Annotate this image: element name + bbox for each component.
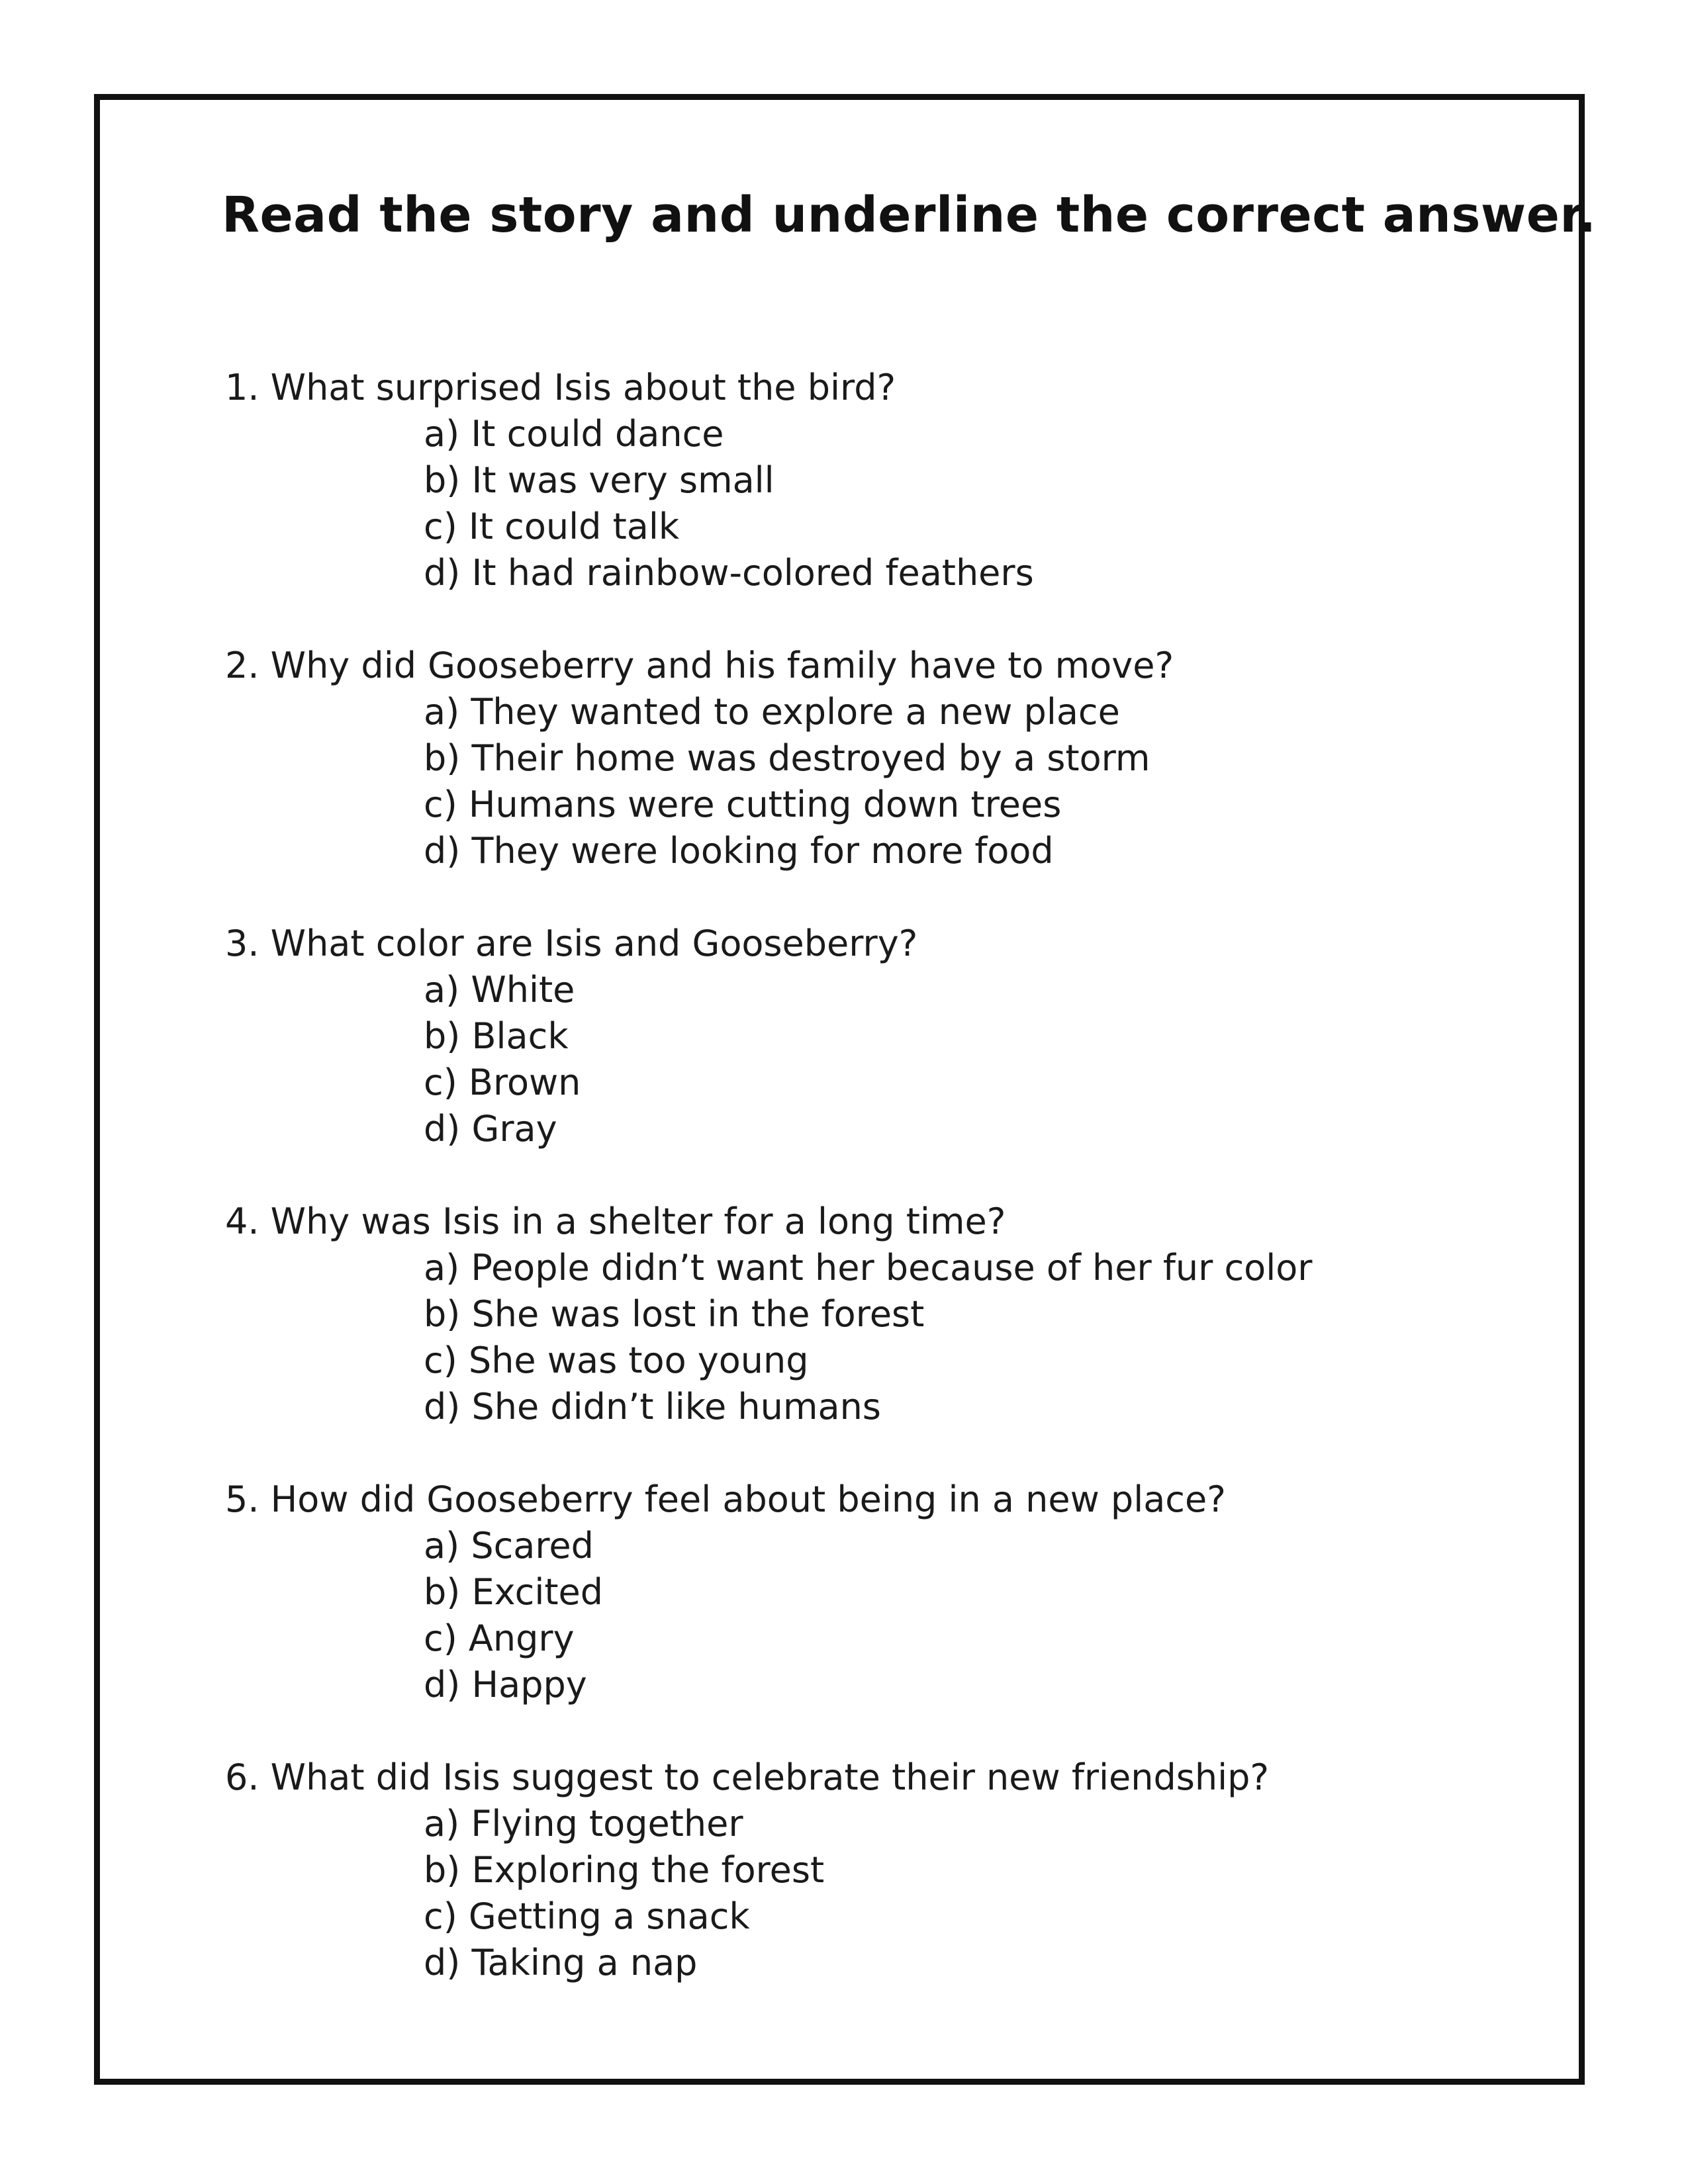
question-list (225, 365, 1536, 2032)
answer-option-a[interactable]: a) People didn’t want her because of her fur color (424, 1247, 1313, 1289)
worksheet-title: Read the story and underline the correct answer. (222, 187, 1597, 244)
answer-option-d[interactable]: d) She didn’t like humans (424, 1386, 881, 1428)
question-text: 6. What did Isis suggest to celebrate their new friendship? (225, 1756, 1270, 1798)
question-2 (225, 643, 1536, 921)
answer-option-c[interactable]: c) It could talk (424, 506, 680, 547)
answer-option-b[interactable]: b) Their home was destroyed by a storm (424, 737, 1150, 779)
answer-option-c[interactable]: c) Brown (424, 1062, 581, 1103)
answer-option-a[interactable]: a) Flying together (424, 1803, 743, 1844)
answer-option-a[interactable]: a) They wanted to explore a new place (424, 691, 1120, 733)
answer-option-a[interactable]: a) Scared (424, 1525, 594, 1567)
answer-option-d[interactable]: d) They were looking for more food (424, 830, 1054, 872)
answer-option-b[interactable]: b) Excited (424, 1571, 604, 1613)
question-6 (225, 1754, 1536, 2032)
question-3 (225, 921, 1536, 1199)
answer-option-b[interactable]: b) She was lost in the forest (424, 1293, 925, 1335)
answer-options (225, 689, 1536, 874)
question-4 (225, 1199, 1536, 1477)
answer-option-b[interactable]: b) Black (424, 1015, 569, 1057)
question-text: 1. What surprised Isis about the bird? (225, 367, 896, 408)
answer-options (225, 1245, 1536, 1430)
question-text: 3. What color are Isis and Gooseberry? (225, 923, 918, 964)
answer-option-b[interactable]: b) It was very small (424, 459, 774, 501)
question-text: 5. How did Gooseberry feel about being in a new place? (225, 1479, 1226, 1520)
answer-option-c[interactable]: c) She was too young (424, 1340, 809, 1381)
question-text: 4. Why was Isis in a shelter for a long time? (225, 1201, 1006, 1242)
question-5 (225, 1477, 1536, 1754)
answer-options (225, 411, 1536, 596)
question-text: 2. Why did Gooseberry and his family have to move? (225, 645, 1174, 686)
answer-option-a[interactable]: a) White (424, 969, 575, 1011)
answer-option-c[interactable]: c) Angry (424, 1617, 575, 1659)
answer-option-c[interactable]: c) Humans were cutting down trees (424, 784, 1062, 825)
answer-options (225, 1801, 1536, 1986)
answer-options (225, 1523, 1536, 1708)
answer-option-d[interactable]: d) Taking a nap (424, 1942, 698, 1983)
answer-option-d[interactable]: d) It had rainbow-colored feathers (424, 552, 1034, 594)
answer-option-b[interactable]: b) Exploring the forest (424, 1849, 825, 1891)
answer-options (225, 967, 1536, 1152)
answer-option-d[interactable]: d) Happy (424, 1664, 587, 1706)
answer-option-a[interactable]: a) It could dance (424, 413, 724, 455)
answer-option-d[interactable]: d) Gray (424, 1108, 557, 1150)
question-1 (225, 365, 1536, 643)
answer-option-c[interactable]: c) Getting a snack (424, 1895, 750, 1937)
